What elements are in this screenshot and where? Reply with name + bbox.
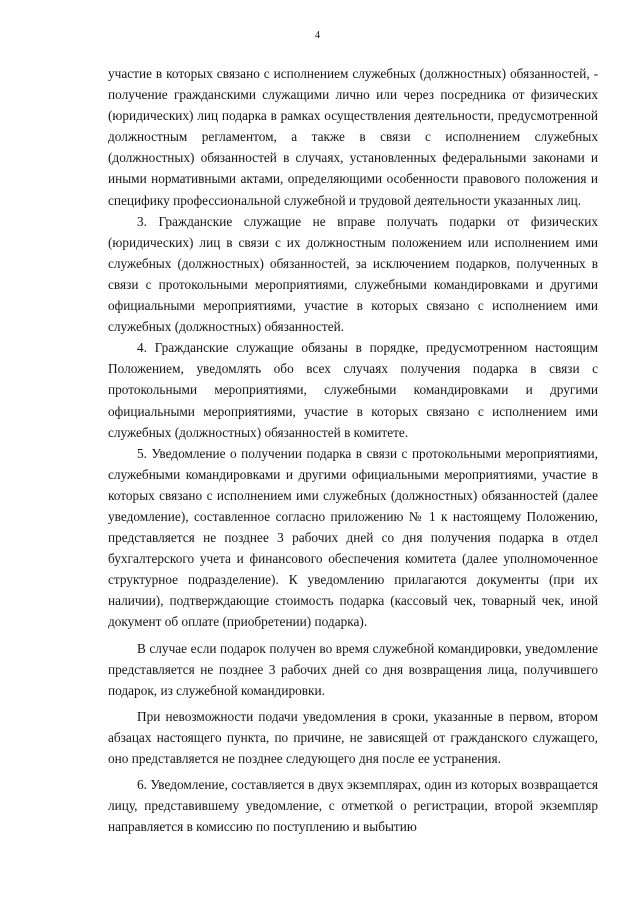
paragraph-item-4: 4. Гражданские служащие обязаны в порядке, предусмотренном настоящим Положением, уведомлять обо всех случаях получения подарка в связи с протокольными мероприятиями, служебными командировками и другими официальными мероприятиями, участие в которых связано с исполнением ими служебных (должностных) обязанностей в комитете. bbox=[108, 340, 598, 440]
paragraph-continuation: участие в которых связано с исполнением служебных (должностных) обязанностей, - получение гражданскими служащими лично или через посредника от физических (юридических) лиц подарка в рамках осуществления деятельности, предусмотренной должностным регламентом, а также в связи с исполнением служебных (должностных) обязанностей в случаях, установленных федеральными законами и иными нормативными актами, определяющими особенности правового положения и специфику профессиональной служебной и трудовой деятельности указанных лиц. bbox=[108, 66, 598, 208]
paragraph-business-trip: В случае если подарок получен во время служебной командировки, уведомление представляется не позднее 3 рабочих дней со дня возвращения лица, получившего подарок, из служебной командировки. bbox=[108, 640, 598, 698]
paragraph-item-5: 5. Уведомление о получении подарка в связи с протокольными мероприятиями, служебными командировками и другими официальными мероприятиями, участие в которых связано с исполнением ими служебных (должностных) обязанностей (далее уведомление), составленное согласно приложению № 1 к настоящему Положению, представляется не позднее 3 рабочих дней со дня получения подарка в отдел бухгалтерского учета и финансового обеспечения комитета (далее уполномоченное структурное подразделение). К уведомлению прилагаются документы (при их наличии), подтверждающие стоимость подарка (кассовый чек, товарный чек, иной документ об оплате (приобретении) подарка). bbox=[108, 445, 598, 630]
paragraph-item-3: 3. Гражданские служащие не вправе получать подарки от физических (юридических) лиц в связи с их должностным положением или исполнением ими служебных (должностных) обязанностей, за исключением подарков, полученных в связи с протокольными мероприятиями, служебными командировками и другими официальными мероприятиями, участие в которых связано с исполнением ими служебных (должностных) обязанностей. bbox=[108, 213, 598, 335]
document-body bbox=[108, 63, 598, 837]
paragraph-item-6: 6. Уведомление, составляется в двух экземплярах, один из которых возвращается лицу, представившему уведомление, с отметкой о регистрации, второй экземпляр направляется в комиссию по поступлению и выбытию bbox=[108, 777, 598, 835]
page-number: 4 bbox=[314, 30, 321, 41]
paragraph-impossibility: При невозможности подачи уведомления в сроки, указанные в первом, втором абзацах настоящего пункта, по причине, не зависящей от гражданского служащего, оно представляется не позднее следующего дня после ее устранения. bbox=[108, 708, 598, 766]
